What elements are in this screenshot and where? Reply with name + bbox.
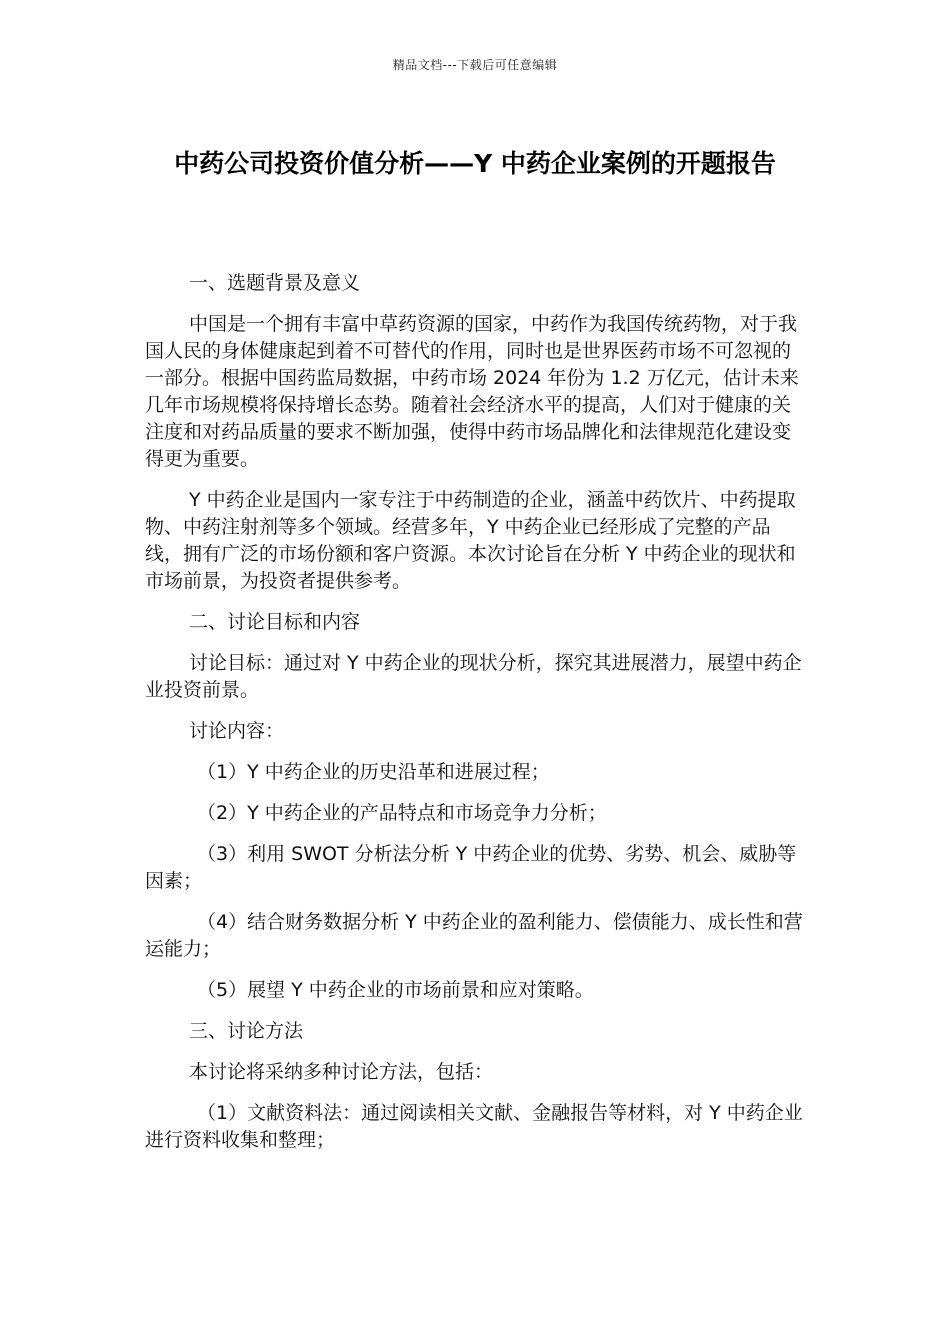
document-title: 中药公司投资价值分析——Y 中药企业案例的开题报告: [174, 149, 776, 178]
research-item: （3）利用 SWOT 分析法分析 Y 中药企业的优势、劣势、机会、威胁等因素；: [145, 843, 797, 892]
paragraph-research-goal: 讨论目标：通过对 Y 中药企业的现状分析，探究其进展潜力，展望中药企业投资前景。: [145, 652, 802, 701]
paragraph-company-intro: Y 中药企业是国内一家专注于中药制造的企业，涵盖中药饮片、中药提取物、中药注射剂等多个领域。经营多年，Y 中药企业已经形成了完整的产品线，拥有广泛的市场份额和客户资源。本次讨论旨在分析 Y 中药企业的现状和市场前景，为投资者提供参考。: [145, 489, 796, 592]
research-item: （1）Y 中药企业的历史沿革和进展过程；: [197, 761, 550, 783]
document-body: [145, 270, 807, 1168]
research-item: （4）结合财务数据分析 Y 中药企业的盈利能力、偿债能力、成长性和营运能力；: [145, 911, 803, 960]
methods-intro: 本讨论将采纳多种讨论方法，包括：: [189, 1061, 494, 1083]
section-heading-3: 三、讨论方法: [189, 1020, 304, 1042]
paragraph-background: 中国是一个拥有丰富中草药资源的国家，中药作为我国传统药物，对于我国人民的身体健康起到着不可替代的作用，同时也是世界医药市场不可忽视的一部分。根据中国药监局数据，中药市场 2024 年份为 1.2 万亿元，估计未来几年市场规模将保持增长态势。随着社会经济水平的提高，人们对于健康的关注度和对药品质量的要求不断加强，使得中药市场品牌化和法律规范化建设变得更为重要。: [145, 313, 799, 470]
research-content-label: 讨论内容：: [189, 720, 285, 742]
research-item: （2）Y 中药企业的产品特点和市场竞争力分析；: [197, 802, 607, 824]
research-item: （5）展望 Y 中药企业的市场前景和应对策略。: [197, 979, 594, 1001]
section-heading-2: 二、讨论目标和内容: [189, 611, 361, 633]
section-heading-1: 一、选题背景及意义: [189, 272, 361, 294]
method-item: （1）文献资料法：通过阅读相关文献、金融报告等材料，对 Y 中药企业进行资料收集和整理；: [145, 1102, 803, 1151]
header-note: 精品文档---下载后可任意编辑: [392, 58, 558, 72]
